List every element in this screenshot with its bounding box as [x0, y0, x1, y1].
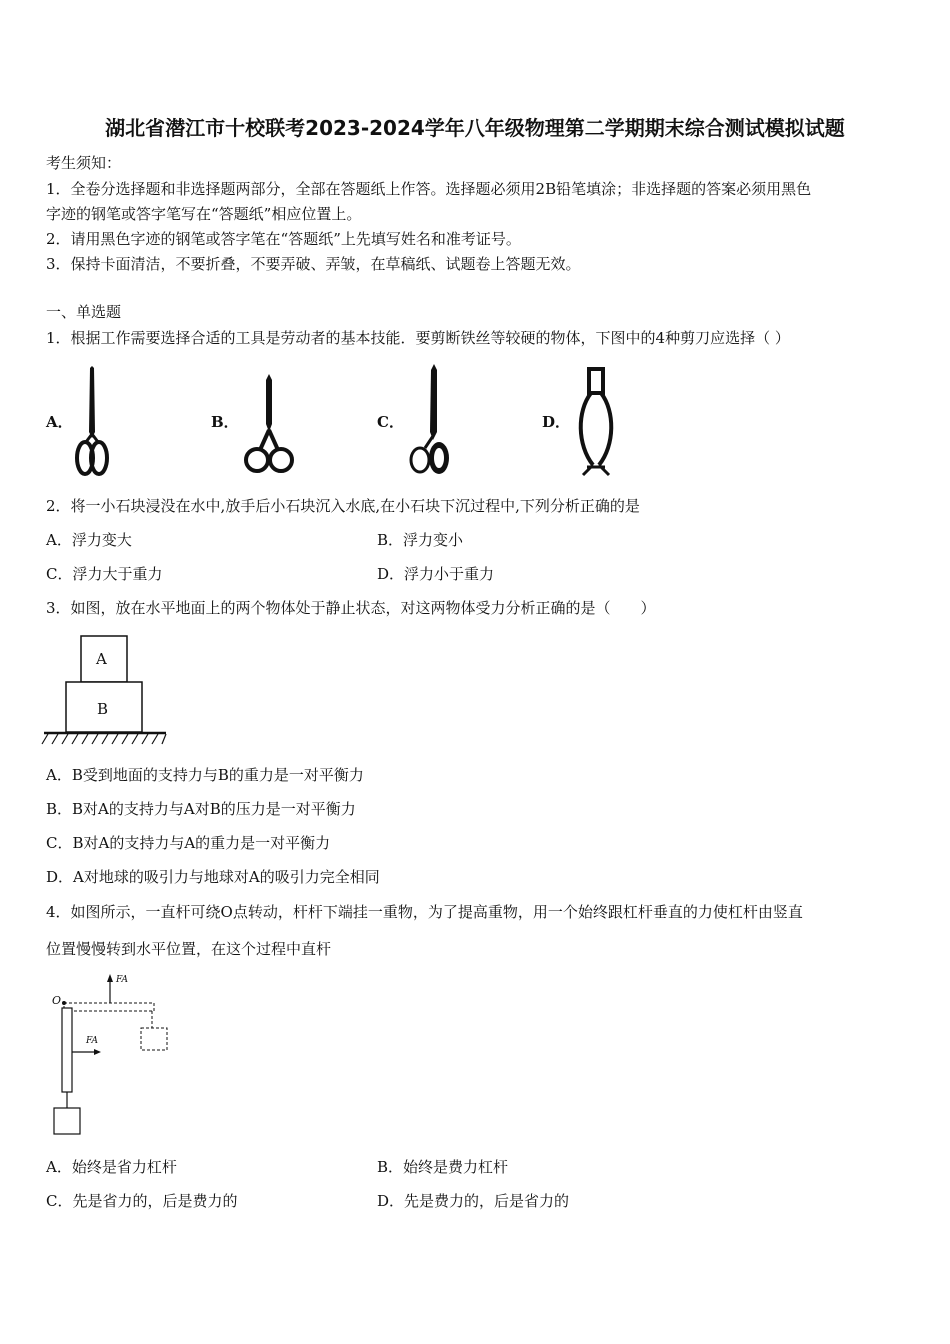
q2-text: 2．将一小石块浸没在水中,放手后小石块沉入水底,在小石块下沉过程中,下列分析正确的是 [46, 497, 640, 515]
page-title: 湖北省潜江市十校联考2023-2024学年八年级物理第二学期期末综合测试模拟试题 [105, 116, 845, 140]
stacked-blocks-diagram [44, 634, 170, 748]
q4-text-line-1: 4．如图所示，一直杆可绕O点转动，杆杆下端挂一重物，为了提高重物，用一个始终跟杠杆垂直的力使杠杆由竖直 [46, 903, 803, 921]
q4-option-a: A．始终是省力杠杆 [46, 1158, 177, 1176]
q1-option-d-label: D． [542, 413, 571, 431]
q1-text: 1．根据工作需要选择合适的工具是劳动者的基本技能．要剪断铁丝等较硬的物体，下图中的4种剪刀应选择（ ） [46, 329, 790, 347]
q3-option-a: A．B受到地面的支持力与B的重力是一对平衡力 [46, 766, 364, 784]
force-fa-mid-label: FA [86, 1036, 98, 1046]
q2-option-a: A．浮力变大 [46, 531, 132, 549]
q2-option-c: C．浮力大于重力 [46, 565, 163, 583]
q3-option-c: C．B对A的支持力与A的重力是一对平衡力 [46, 834, 331, 852]
q2-option-d: D．浮力小于重力 [377, 565, 495, 583]
notice-heading: 考生须知： [46, 154, 122, 172]
q4-option-b: B．始终是费力杠杆 [377, 1158, 509, 1176]
notice-item-3: 3．保持卡面清洁，不要折叠，不要弄破、弄皱，在草稿纸、试题卷上答题无效。 [46, 255, 581, 273]
scissors-a-image [72, 362, 112, 480]
q3-option-b: B．B对A的支持力与A对B的压力是一对平衡力 [46, 800, 356, 818]
lever-diagram [44, 970, 184, 1140]
q1-option-c-label: C． [377, 413, 404, 431]
q4-option-d: D．先是费力的，后是省力的 [377, 1192, 570, 1210]
notice-item-1-line-1: 1．全卷分选择题和非选择题两部分，全部在答题纸上作答。选择题必须用2B铅笔填涂；非选择题的答案必须用黑色 [46, 180, 812, 198]
force-fa-top-label: FA [116, 975, 128, 985]
notice-item-1-line-2: 字迹的钢笔或答字笔写在“答题纸”相应位置上。 [46, 205, 362, 223]
q1-option-b-label: B． [211, 413, 239, 431]
block-b-label: B [97, 700, 109, 718]
notice-item-2: 2．请用黑色字迹的钢笔或答字笔在“答题纸”上先填写姓名和准考证号。 [46, 230, 521, 248]
q1-option-a-label: A． [46, 413, 73, 431]
scissors-c-image [405, 362, 455, 480]
q3-text: 3．如图，放在水平地面上的两个物体处于静止状态，对这两物体受力分析正确的是（ ） [46, 599, 656, 617]
block-a-label: A [96, 650, 107, 668]
scissors-b-image [244, 372, 294, 480]
scissors-d-image [573, 367, 619, 479]
section-heading: 一、单选题 [46, 303, 122, 321]
q4-option-c: C．先是省力的，后是费力的 [46, 1192, 238, 1210]
q3-option-d: D．A对地球的吸引力与地球对A的吸引力完全相同 [46, 868, 380, 886]
pivot-o-label: O [52, 994, 62, 1007]
q4-text-line-2: 位置慢慢转到水平位置，在这个过程中直杆 [46, 940, 332, 958]
q2-option-b: B．浮力变小 [377, 531, 464, 549]
